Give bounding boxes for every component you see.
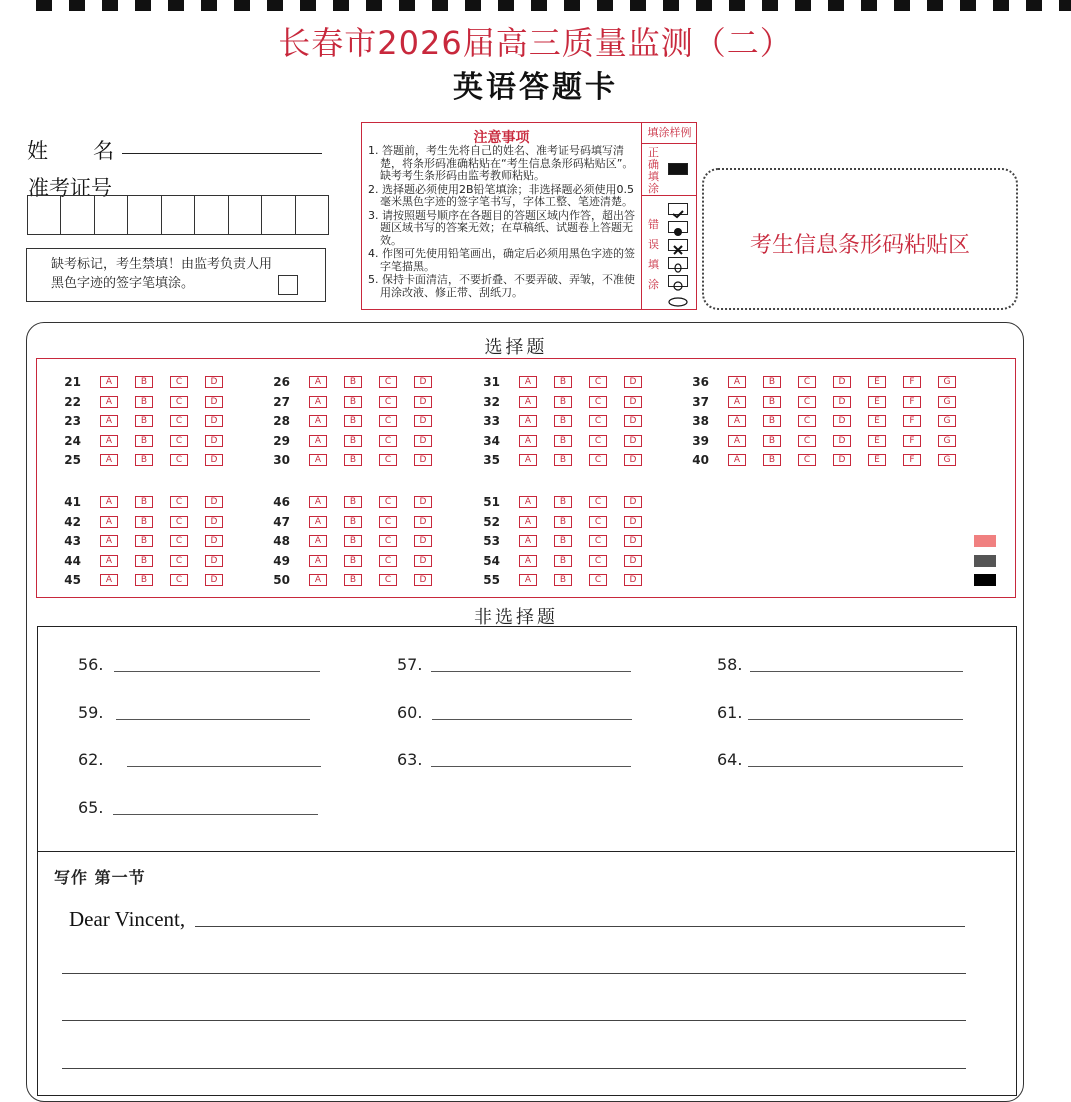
bubble-28-B[interactable]: B	[344, 415, 362, 427]
bubble-44-D[interactable]: D	[205, 555, 223, 567]
timing-mark	[432, 0, 448, 11]
question-number-30: 30	[273, 453, 290, 468]
question-number-32: 32	[483, 394, 500, 409]
timing-mark	[1026, 0, 1042, 11]
blank-number-58: 58.	[717, 655, 743, 674]
timing-marks	[0, 0, 1071, 14]
bubble-41-D[interactable]: D	[205, 496, 223, 508]
bubble-29-D[interactable]: D	[414, 435, 432, 447]
id-digit-box[interactable]	[95, 196, 128, 234]
timing-mark	[696, 0, 712, 11]
question-number-28: 28	[273, 414, 290, 429]
notice-title: 注意事项	[473, 130, 530, 146]
timing-mark	[894, 0, 910, 11]
question-number-39: 39	[692, 433, 709, 448]
notice-item: 1. 答题前，考生先将自己的姓名、准考证号码填写清楚，将条形码准确粘贴在“考生信息条形码粘贴区”。缺考考生条形码由监考教师粘贴。	[368, 144, 634, 182]
timing-mark	[729, 0, 745, 11]
bubble-45-B[interactable]: B	[135, 574, 153, 586]
blank-number-57: 57.	[397, 655, 423, 674]
notice-item: 2. 选择题必须使用2B铅笔填涂；非选择题必须使用0.5毫米黑色字迹的签字笔书写，字体工整、笔迹清楚。	[368, 182, 635, 208]
writing-divider	[38, 851, 1015, 852]
bubble-30-C[interactable]: C	[379, 454, 397, 466]
bubble-26-D[interactable]: D	[414, 376, 432, 388]
bubble-38-F[interactable]: F	[903, 415, 921, 427]
bubble-33-A[interactable]: A	[519, 415, 537, 427]
bubble-25-D[interactable]: D	[205, 454, 223, 466]
bubble-21-D[interactable]: D	[205, 376, 223, 388]
name-field[interactable]	[122, 153, 322, 154]
timing-mark	[333, 0, 349, 11]
bubble-51-D[interactable]: D	[624, 496, 642, 508]
bubble-32-B[interactable]: B	[554, 396, 572, 408]
bubble-50-A[interactable]: A	[309, 574, 327, 586]
bubble-52-A[interactable]: A	[519, 516, 537, 528]
bubble-54-C[interactable]: C	[589, 555, 607, 567]
bubble-36-C[interactable]: C	[798, 376, 816, 388]
question-number-23: 23	[64, 414, 81, 429]
notice-body	[362, 123, 642, 309]
bubble-39-B[interactable]: B	[763, 435, 781, 447]
bubble-47-A[interactable]: A	[309, 516, 327, 528]
bubble-38-D[interactable]: D	[833, 415, 851, 427]
blank-line-62[interactable]	[127, 766, 321, 767]
bubble-51-B[interactable]: B	[554, 496, 572, 508]
timing-mark	[597, 0, 613, 11]
bubble-32-A[interactable]: A	[519, 396, 537, 408]
blank-line-63[interactable]	[431, 766, 631, 767]
bubble-38-B[interactable]: B	[763, 415, 781, 427]
check-mark-sample-icon	[668, 203, 688, 215]
timing-mark	[135, 0, 151, 11]
question-number-48: 48	[273, 534, 290, 549]
bubble-44-C[interactable]: C	[170, 555, 188, 567]
calibration-swatch-dark	[974, 574, 996, 586]
bubble-47-D[interactable]: D	[414, 516, 432, 528]
absent-instruction: 缺考标记，考生禁填！由监考负责人用黑色字迹的签字笔填涂。	[51, 257, 273, 291]
bubble-39-D[interactable]: D	[833, 435, 851, 447]
question-number-34: 34	[483, 433, 500, 448]
bubble-21-A[interactable]: A	[100, 376, 118, 388]
timing-mark	[663, 0, 679, 11]
bubble-48-D[interactable]: D	[414, 535, 432, 547]
bubble-48-A[interactable]: A	[309, 535, 327, 547]
name-label-2: 名	[93, 139, 114, 163]
bubble-24-C[interactable]: C	[170, 435, 188, 447]
bubble-24-B[interactable]: B	[135, 435, 153, 447]
bubble-23-C[interactable]: C	[170, 415, 188, 427]
bubble-40-D[interactable]: D	[833, 454, 851, 466]
timing-mark	[267, 0, 283, 11]
question-number-44: 44	[64, 553, 81, 568]
timing-mark	[300, 0, 316, 11]
bubble-38-C[interactable]: C	[798, 415, 816, 427]
bubble-51-C[interactable]: C	[589, 496, 607, 508]
bubble-31-D[interactable]: D	[624, 376, 642, 388]
bubble-43-A[interactable]: A	[100, 535, 118, 547]
blank-number-60: 60.	[397, 703, 423, 722]
id-label: 准考证号	[28, 176, 112, 200]
bubble-42-A[interactable]: A	[100, 516, 118, 528]
bubble-40-F[interactable]: F	[903, 454, 921, 466]
question-number-21: 21	[64, 375, 81, 389]
question-number-22: 22	[64, 394, 81, 409]
writing-line[interactable]	[195, 926, 965, 927]
timing-mark	[465, 0, 481, 11]
bubble-41-B[interactable]: B	[135, 496, 153, 508]
bubble-35-A[interactable]: A	[519, 454, 537, 466]
bubble-46-D[interactable]: D	[414, 496, 432, 508]
bubble-39-E[interactable]: E	[868, 435, 886, 447]
question-number-54: 54	[483, 553, 500, 568]
id-digit-box[interactable]	[162, 196, 195, 234]
bubble-43-D[interactable]: D	[205, 535, 223, 547]
bubble-44-A[interactable]: A	[100, 555, 118, 567]
bubble-24-D[interactable]: D	[205, 435, 223, 447]
bubble-49-D[interactable]: D	[414, 555, 432, 567]
bubble-30-B[interactable]: B	[344, 454, 362, 466]
notice-list	[368, 145, 638, 300]
id-digit-box[interactable]	[61, 196, 94, 234]
bubble-37-D[interactable]: D	[833, 396, 851, 408]
legend-divider	[642, 195, 697, 196]
timing-mark	[168, 0, 184, 11]
id-digit-box[interactable]	[195, 196, 228, 234]
bubble-38-E[interactable]: E	[868, 415, 886, 427]
question-number-36: 36	[692, 375, 709, 389]
bubble-31-B[interactable]: B	[554, 376, 572, 388]
legend-wrong-label: 错误填涂	[648, 218, 659, 291]
bubble-36-G[interactable]: G	[938, 376, 956, 388]
question-number-40: 40	[692, 453, 709, 468]
bubble-49-B[interactable]: B	[344, 555, 362, 567]
blank-line-57[interactable]	[431, 671, 631, 672]
bubble-39-A[interactable]: A	[728, 435, 746, 447]
bubble-46-A[interactable]: A	[309, 496, 327, 508]
timing-mark	[366, 0, 382, 11]
bubble-55-C[interactable]: C	[589, 574, 607, 586]
id-number-boxes[interactable]	[27, 195, 329, 235]
timing-mark	[36, 0, 52, 11]
bubble-54-A[interactable]: A	[519, 555, 537, 567]
writing-line[interactable]	[62, 1068, 966, 1069]
choice-answer-area	[36, 358, 1016, 598]
dot-sample-icon	[668, 221, 688, 233]
question-number-26: 26	[273, 375, 290, 389]
card-subtitle: 英语答题卡	[453, 70, 618, 105]
bubble-53-A[interactable]: A	[519, 535, 537, 547]
bubble-50-D[interactable]: D	[414, 574, 432, 586]
bubble-23-B[interactable]: B	[135, 415, 153, 427]
legend-title: 填涂样例	[642, 123, 697, 144]
bubble-26-A[interactable]: A	[309, 376, 327, 388]
bubble-26-B[interactable]: B	[344, 376, 362, 388]
question-number-51: 51	[483, 495, 500, 509]
question-number-41: 41	[64, 495, 81, 509]
blank-number-63: 63.	[397, 750, 423, 769]
barcode-paste-area	[702, 168, 1018, 310]
bubble-21-B[interactable]: B	[135, 376, 153, 388]
bubble-33-D[interactable]: D	[624, 415, 642, 427]
bubble-49-A[interactable]: A	[309, 555, 327, 567]
bubble-42-D[interactable]: D	[205, 516, 223, 528]
timing-mark	[630, 0, 646, 11]
timing-mark	[69, 0, 85, 11]
bubble-53-D[interactable]: D	[624, 535, 642, 547]
bubble-22-C[interactable]: C	[170, 396, 188, 408]
timing-mark	[828, 0, 844, 11]
blank-number-62: 62.	[78, 750, 104, 769]
choice-section-title: 选择题	[484, 337, 548, 358]
timing-mark	[762, 0, 778, 11]
bubble-37-G[interactable]: G	[938, 396, 956, 408]
bubble-31-C[interactable]: C	[589, 376, 607, 388]
blank-line-58[interactable]	[750, 671, 963, 672]
notice-item: 5. 保持卡面清洁，不要折叠、不要弄破、弄皱，不准使用涂改液、修正带、刮纸刀。	[368, 273, 635, 299]
timing-mark	[102, 0, 118, 11]
bubble-28-D[interactable]: D	[414, 415, 432, 427]
bubble-27-D[interactable]: D	[414, 396, 432, 408]
circle-sample-icon	[668, 275, 688, 287]
blank-number-65: 65.	[78, 798, 104, 817]
blank-line-60[interactable]	[432, 719, 632, 720]
bubble-36-A[interactable]: A	[728, 376, 746, 388]
blank-number-59: 59.	[78, 703, 104, 722]
bubble-36-F[interactable]: F	[903, 376, 921, 388]
bubble-29-B[interactable]: B	[344, 435, 362, 447]
timing-mark	[861, 0, 877, 11]
bubble-28-C[interactable]: C	[379, 415, 397, 427]
bubble-25-C[interactable]: C	[170, 454, 188, 466]
bubble-46-C[interactable]: C	[379, 496, 397, 508]
timing-mark	[498, 0, 514, 11]
question-number-31: 31	[483, 375, 500, 389]
bubble-49-C[interactable]: C	[379, 555, 397, 567]
bubble-28-A[interactable]: A	[309, 415, 327, 427]
bubble-54-B[interactable]: B	[554, 555, 572, 567]
id-digit-box[interactable]	[296, 196, 328, 234]
question-number-53: 53	[483, 534, 500, 549]
cross-sample-icon	[668, 239, 688, 251]
bubble-34-A[interactable]: A	[519, 435, 537, 447]
id-digit-box[interactable]	[262, 196, 295, 234]
bubble-40-A[interactable]: A	[728, 454, 746, 466]
bubble-43-C[interactable]: C	[170, 535, 188, 547]
question-number-35: 35	[483, 453, 500, 468]
absent-checkbox[interactable]	[278, 275, 298, 295]
bubble-27-A[interactable]: A	[309, 396, 327, 408]
bubble-55-A[interactable]: A	[519, 574, 537, 586]
bubble-44-B[interactable]: B	[135, 555, 153, 567]
bubble-23-D[interactable]: D	[205, 415, 223, 427]
bubble-30-D[interactable]: D	[414, 454, 432, 466]
question-number-37: 37	[692, 394, 709, 409]
bubble-35-B[interactable]: B	[554, 454, 572, 466]
blank-line-65[interactable]	[113, 814, 318, 815]
bubble-22-D[interactable]: D	[205, 396, 223, 408]
bubble-32-D[interactable]: D	[624, 396, 642, 408]
blank-line-64[interactable]	[748, 766, 963, 767]
bubble-48-C[interactable]: C	[379, 535, 397, 547]
bubble-55-D[interactable]: D	[624, 574, 642, 586]
blank-number-56: 56.	[78, 655, 104, 674]
barcode-label: 考生信息条形码粘贴区	[749, 233, 970, 258]
blank-line-59[interactable]	[116, 719, 310, 720]
bubble-45-C[interactable]: C	[170, 574, 188, 586]
timing-mark	[960, 0, 976, 11]
horizontal-oval-sample-icon	[668, 293, 688, 305]
question-number-33: 33	[483, 414, 500, 429]
calibration-swatch-light	[974, 535, 996, 547]
bubble-36-B[interactable]: B	[763, 376, 781, 388]
nonchoice-answer-area	[37, 626, 1017, 1096]
bubble-40-G[interactable]: G	[938, 454, 956, 466]
bubble-53-B[interactable]: B	[554, 535, 572, 547]
bubble-29-C[interactable]: C	[379, 435, 397, 447]
bubble-37-A[interactable]: A	[728, 396, 746, 408]
blank-line-56[interactable]	[114, 671, 320, 672]
bubble-34-D[interactable]: D	[624, 435, 642, 447]
bubble-37-B[interactable]: B	[763, 396, 781, 408]
bubble-40-B[interactable]: B	[763, 454, 781, 466]
bubble-52-C[interactable]: C	[589, 516, 607, 528]
bubble-54-D[interactable]: D	[624, 555, 642, 567]
question-number-46: 46	[273, 495, 290, 509]
question-number-45: 45	[64, 573, 81, 588]
bubble-39-G[interactable]: G	[938, 435, 956, 447]
question-number-24: 24	[64, 433, 81, 448]
bubble-37-E[interactable]: E	[868, 396, 886, 408]
bubble-45-D[interactable]: D	[205, 574, 223, 586]
bubble-50-B[interactable]: B	[344, 574, 362, 586]
question-number-50: 50	[273, 573, 290, 588]
bubble-55-B[interactable]: B	[554, 574, 572, 586]
bubble-39-F[interactable]: F	[903, 435, 921, 447]
writing-salutation: Dear Vincent,	[69, 907, 186, 931]
bubble-22-B[interactable]: B	[135, 396, 153, 408]
timing-mark	[927, 0, 943, 11]
bubble-23-A[interactable]: A	[100, 415, 118, 427]
bubble-24-A[interactable]: A	[100, 435, 118, 447]
timing-mark	[795, 0, 811, 11]
bubble-41-C[interactable]: C	[170, 496, 188, 508]
timing-mark	[564, 0, 580, 11]
bubble-40-C[interactable]: C	[798, 454, 816, 466]
bubble-39-C[interactable]: C	[798, 435, 816, 447]
notice-panel	[361, 122, 697, 310]
bubble-31-A[interactable]: A	[519, 376, 537, 388]
question-number-55: 55	[483, 573, 500, 588]
bubble-53-C[interactable]: C	[589, 535, 607, 547]
question-number-49: 49	[273, 553, 290, 568]
timing-mark	[993, 0, 1009, 11]
blank-number-61: 61.	[717, 703, 743, 722]
bubble-50-C[interactable]: C	[379, 574, 397, 586]
bubble-27-C[interactable]: C	[379, 396, 397, 408]
question-number-27: 27	[273, 394, 290, 409]
exam-title: 长春市2026届高三质量监测（二）	[278, 24, 793, 62]
name-label-1: 姓	[27, 139, 48, 163]
writing-line[interactable]	[62, 973, 966, 974]
question-number-29: 29	[273, 433, 290, 448]
bubble-42-B[interactable]: B	[135, 516, 153, 528]
bubble-36-E[interactable]: E	[868, 376, 886, 388]
bubble-47-B[interactable]: B	[344, 516, 362, 528]
bubble-46-B[interactable]: B	[344, 496, 362, 508]
bubble-32-C[interactable]: C	[589, 396, 607, 408]
id-digit-box[interactable]	[28, 196, 61, 234]
blank-line-61[interactable]	[748, 719, 963, 720]
bubble-27-B[interactable]: B	[344, 396, 362, 408]
bubble-35-D[interactable]: D	[624, 454, 642, 466]
bubble-41-A[interactable]: A	[100, 496, 118, 508]
bubble-43-B[interactable]: B	[135, 535, 153, 547]
timing-mark	[201, 0, 217, 11]
bubble-33-C[interactable]: C	[589, 415, 607, 427]
bubble-38-G[interactable]: G	[938, 415, 956, 427]
bubble-48-B[interactable]: B	[344, 535, 362, 547]
bubble-37-C[interactable]: C	[798, 396, 816, 408]
bubble-30-A[interactable]: A	[309, 454, 327, 466]
bubble-34-C[interactable]: C	[589, 435, 607, 447]
bubble-42-C[interactable]: C	[170, 516, 188, 528]
question-number-52: 52	[483, 514, 500, 529]
bubble-52-B[interactable]: B	[554, 516, 572, 528]
bubble-40-E[interactable]: E	[868, 454, 886, 466]
vertical-oval-sample-icon	[668, 257, 688, 269]
timing-mark	[399, 0, 415, 11]
question-number-38: 38	[692, 414, 709, 429]
question-number-43: 43	[64, 534, 81, 549]
bubble-25-B[interactable]: B	[135, 454, 153, 466]
bubble-47-C[interactable]: C	[379, 516, 397, 528]
writing-section-label: 写作 第一节	[54, 868, 146, 887]
timing-mark	[1059, 0, 1071, 11]
notice-item: 4. 作图可先使用铅笔画出，确定后必须用黑色字迹的签字笔描黑。	[368, 247, 635, 273]
timing-mark	[234, 0, 250, 11]
calibration-swatch-mid	[974, 555, 996, 567]
nonchoice-section-title: 非选择题	[474, 607, 558, 628]
question-number-47: 47	[273, 514, 290, 529]
bubble-22-A[interactable]: A	[100, 396, 118, 408]
bubble-34-B[interactable]: B	[554, 435, 572, 447]
bubble-37-F[interactable]: F	[903, 396, 921, 408]
notice-item: 3. 请按照题号顺序在各题目的答题区域内作答，超出答题区域书写的答案无效；在草稿纸、试题卷上答题无效。	[368, 208, 635, 247]
timing-mark	[531, 0, 547, 11]
bubble-36-D[interactable]: D	[833, 376, 851, 388]
absent-mark-box	[26, 248, 326, 302]
question-number-25: 25	[64, 453, 81, 468]
id-digit-box[interactable]	[229, 196, 262, 234]
id-digit-box[interactable]	[128, 196, 161, 234]
bubble-38-A[interactable]: A	[728, 415, 746, 427]
bubble-26-C[interactable]: C	[379, 376, 397, 388]
bubble-51-A[interactable]: A	[519, 496, 537, 508]
bubble-45-A[interactable]: A	[100, 574, 118, 586]
legend-correct-label: 正确填涂	[648, 146, 659, 195]
writing-line[interactable]	[62, 1020, 966, 1021]
bubble-52-D[interactable]: D	[624, 516, 642, 528]
question-number-42: 42	[64, 514, 81, 529]
bubble-33-B[interactable]: B	[554, 415, 572, 427]
bubble-29-A[interactable]: A	[309, 435, 327, 447]
blank-number-64: 64.	[717, 750, 743, 769]
bubble-35-C[interactable]: C	[589, 454, 607, 466]
bubble-21-C[interactable]: C	[170, 376, 188, 388]
bubble-25-A[interactable]: A	[100, 454, 118, 466]
correct-fill-sample	[668, 163, 688, 175]
